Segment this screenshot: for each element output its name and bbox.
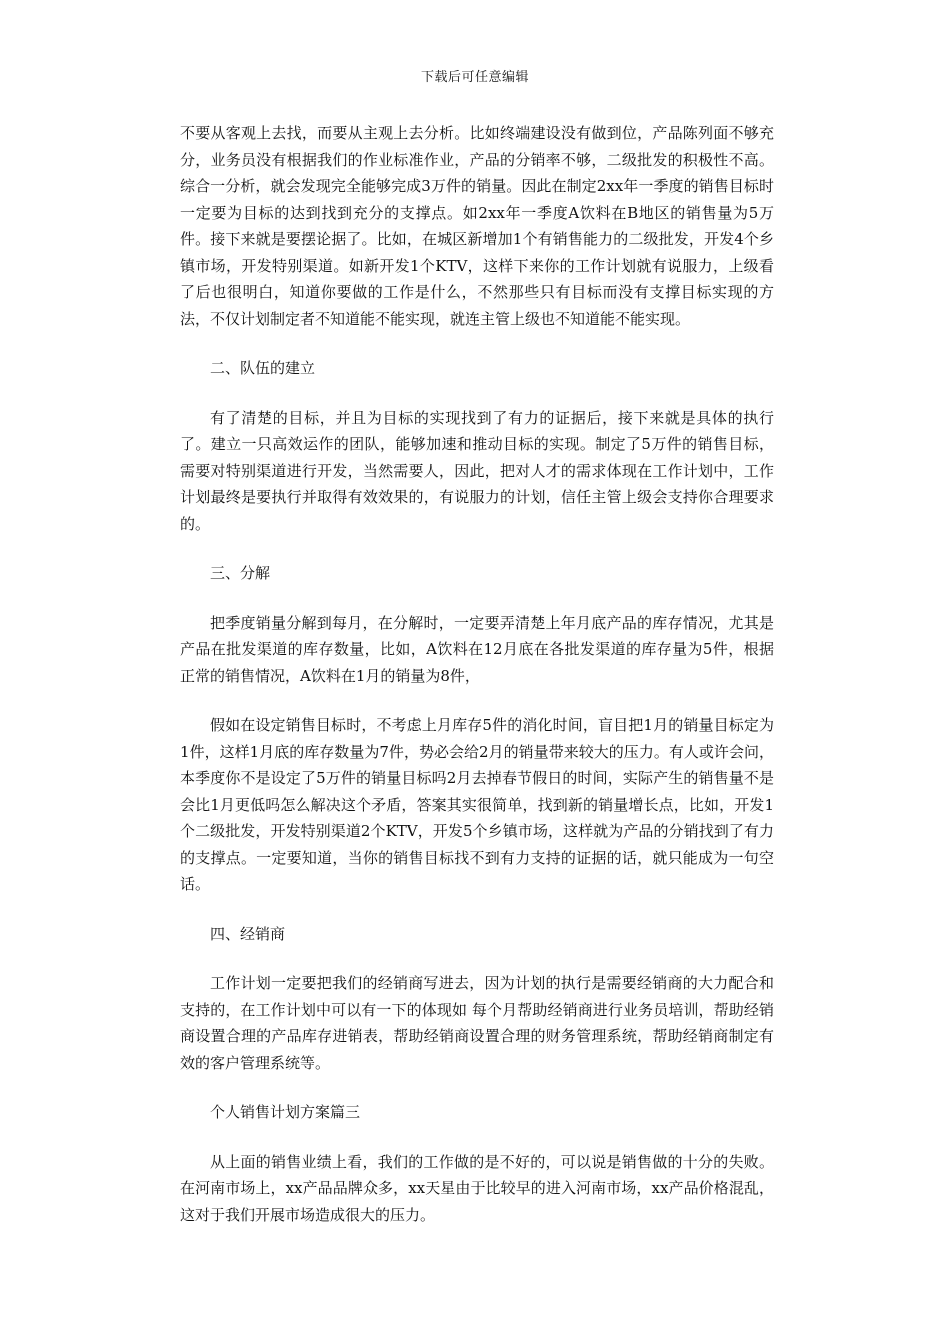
paragraph-goal-support: 不要从客观上去找，而要从主观上去分析。比如终端建设没有做到位，产品陈列面不够充分，业务员没有根据我们的作业标准作业，产品的分销率不够，二级批发的积极性不高。综合一分析，就会发现完全能够完成3万件的销量。因此在制定2xx年一季度的销售目标时 一定要为目标的达到找到充分的支撑点。如2xx年一季度A饮料在B地区的销售量为5万件。接下来就是要摆论据了。比如，在城区新增加1个有销售能力的二级批发，开发4个乡镇市场，开发特别渠道。如新开发1个KTV，这样下来你的工作计划就有说服力，上级看了后也很明白，知道你要做的工作是什么，不然那些只有目标而没有支撑目标实现的方法，不仅计划制定者不知道能不能实现，就连主管上级也不知道能不能实现。 <box>180 124 774 328</box>
document-body <box>180 120 774 1228</box>
heading-distributors: 四、经销商 <box>210 924 286 943</box>
heading-plan-three: 个人销售计划方案篇三 <box>210 1103 361 1121</box>
heading-team-building: 二、队伍的建立 <box>210 359 316 377</box>
paragraph-decomposition: 把季度销量分解到每月，在分解时，一定要弄清楚上年月底产品的库存情况，尤其是产品在批发渠道的库存数量，比如，A饮料在12月底在各批发渠道的库存量为5件，根据正常的销售情况，A饮料在1月的销量为8件， <box>180 613 774 685</box>
heading-decomposition: 三、分解 <box>210 564 271 582</box>
page-header: 下载后可任意编辑 <box>420 70 529 85</box>
paragraph-sales-performance: 从上面的销售业绩上看，我们的工作做的是不好的，可以说是销售做的十分的失败。在河南市场上，xx产品品牌众多，xx天星由于比较早的进入河南市场，xx产品价格混乱，这对于我们开展市场造成很大的压力。 <box>180 1152 774 1224</box>
paragraph-distributors: 工作计划一定要把我们的经销商写进去，因为计划的执行是需要经销商的大力配合和支持的，在工作计划中可以有一下的体现如 每个月帮助经销商进行业务员培训，帮助经销商设置合理的产品库存进销表，帮助经销商设置合理的财务管理系统，帮助经销商制定有效的客户管理系统等。 <box>180 974 774 1072</box>
paragraph-team-building: 有了清楚的目标，并且为目标的实现找到了有力的证据后，接下来就是具体的执行了。建立一只高效运作的团队，能够加速和推动目标的实现。制定了5万件的销售目标，需要对特别渠道进行开发，当然需要人，因此，把对人才的需求体现在工作计划中，工作计划最终是要执行并取得有效效果的，有说服力的计划，信任主管上级会支持你合理要求的。 <box>180 408 774 533</box>
paragraph-inventory-example: 假如在设定销售目标时，不考虑上月库存5件的消化时间，盲目把1月的销量目标定为1件，这样1月底的库存数量为7件，势必会给2月的销量带来较大的压力。有人或许会问，本季度你不是设定了5万件的销量目标吗2月去掉春节假日的时间，实际产生的销售量不是会比1月更低吗怎么解决这个矛盾，答案其实很简单，找到新的销量增长点，比如，开发1个二级批发，开发特别渠道2个KTV，开发5个乡镇市场，这样就为产品的分销找到了有力的支撑点。一定要知道，当你的销售目标找不到有力支持的证据的话，就只能成为一句空话。 <box>180 716 774 893</box>
